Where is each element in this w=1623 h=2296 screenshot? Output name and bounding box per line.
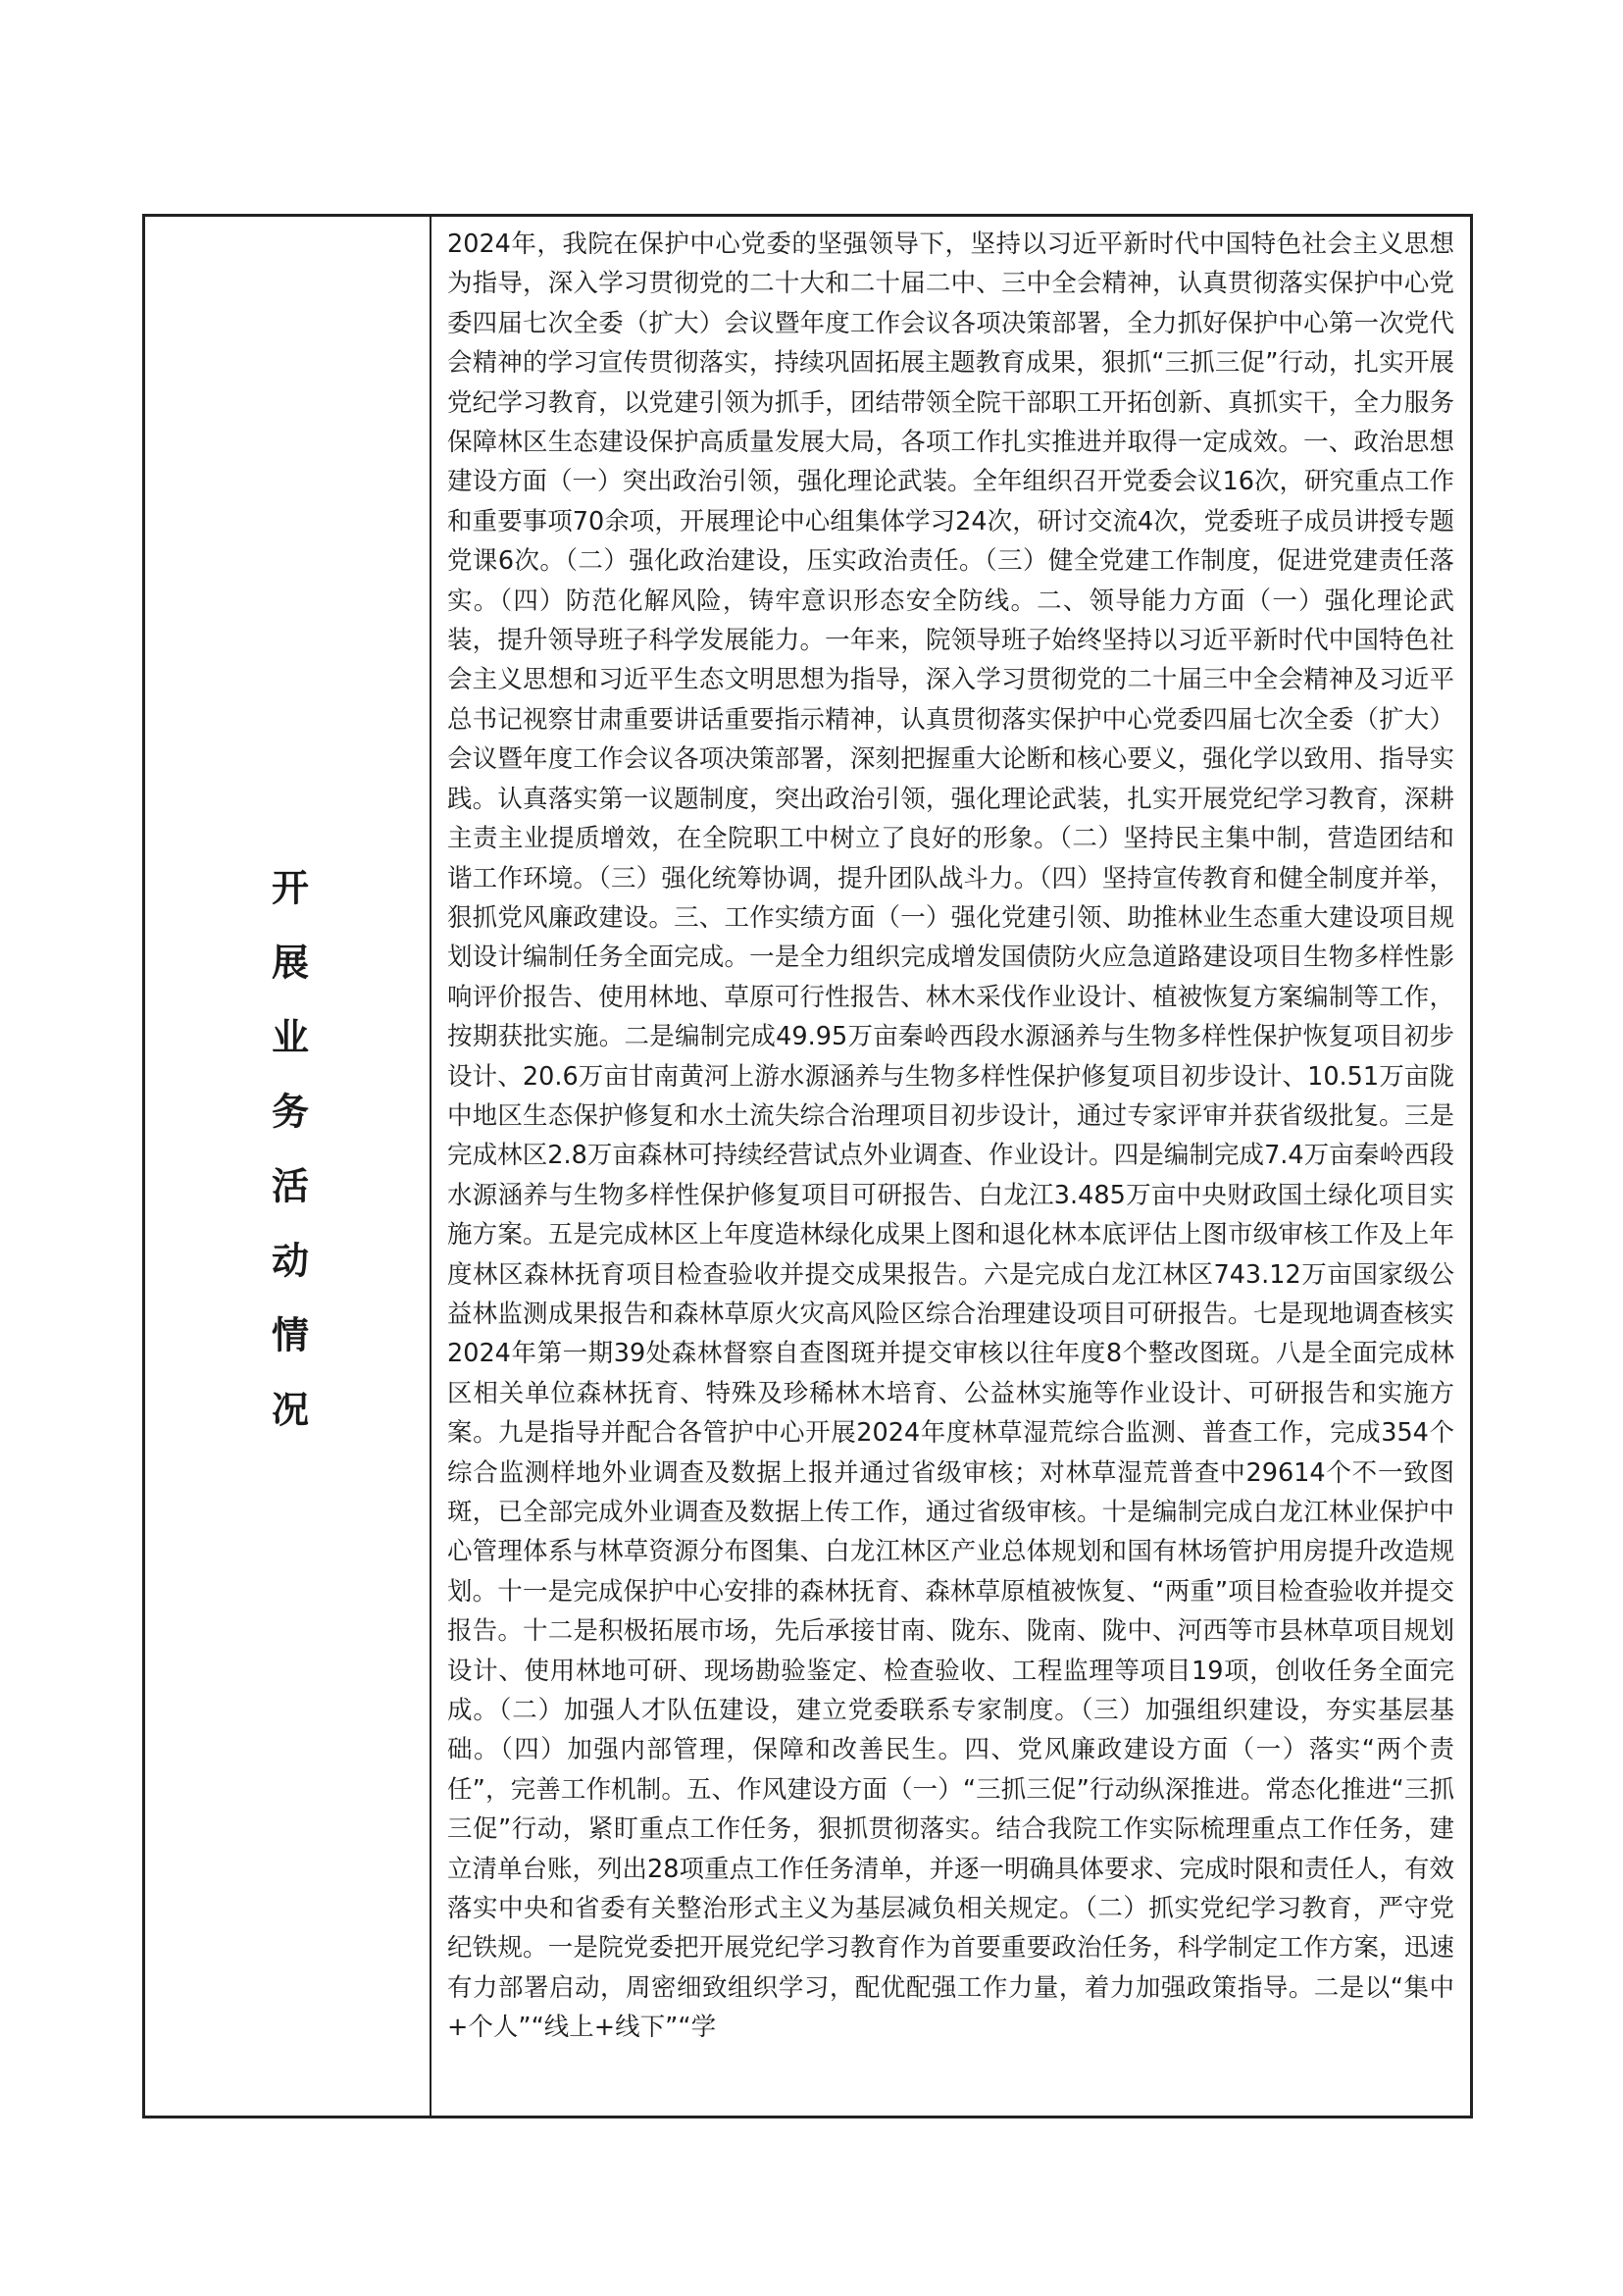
section-content-cell (431, 217, 1470, 2116)
section-label: 开展业务活动情况 (265, 868, 310, 1464)
report-table (142, 214, 1473, 2118)
section-body-text: 2024年，我院在保护中心党委的坚强领导下，坚持以习近平新时代中国特色社会主义思想为指导，深入学习贯彻党的二十大和二十届二中、三中全会精神，认真贯彻落实保护中心党委四届七次全委（扩大）会议暨年度工作会议各项决策部署，全力抓好保护中心第一次党代会精神的学习宣传贯彻落实，持续巩固拓展主题教育成果，狠抓“三抓三促”行动，扎实开展党纪学习教育，以党建引领为抓手，团结带领全院干部职工开拓创新、真抓实干，全力服务保障林区生态建设保护高质量发展大局，各项工作扎实推进并取得一定成效。一、政治思想建设方面（一）突出政治引领，强化理论武装。全年组织召开党委会议16次，研究重点工作和重要事项70余项，开展理论中心组集体学习24次，研讨交流4次，党委班子成员讲授专题党课6次。（二）强化政治建设，压实政治责任。（三）健全党建工作制度，促进党建责任落实。（四）防范化解风险，铸牢意识形态安全防线。二、领导能力方面（一）强化理论武装，提升领导班子科学发展能力。一年来，院领导班子始终坚持以习近平新时代中国特色社会主义思想和习近平生态文明思想为指导，深入学习贯彻党的二十届三中全会精神及习近平总书记视察甘肃重要讲话重要指示精神，认真贯彻落实保护中心党委四届七次全委（扩大）会议暨年度工作会议各项决策部署，深刻把握重大论断和核心要义，强化学以致用、指导实践。认真落实第一议题制度，突出政治引领，强化理论武装，扎实开展党纪学习教育，深耕主责主业提质增效，在全院职工中树立了良好的形象。（二）坚持民主集中制，营造团结和谐工作环境。（三）强化统筹协调，提升团队战斗力。（四）坚持宣传教育和健全制度并举，狠抓党风廉政建设。三、工作实绩方面（一）强化党建引领、助推林业生态重大建设项目规划设计编制任务全面完成。一是全力组织完成增发国债防火应急道路建设项目生物多样性影响评价报告、使用林地、草原可行性报告、林木采伐作业设计、植被恢复方案编制等工作，按期获批实施。二是编制完成49.95万亩秦岭西段水源涵养与生物多样性保护恢复项目初步设计、20.6万亩甘南黄河上游水源涵养与生物多样性保护修复项目初步设计、10.51万亩陇中地区生态保护修复和水土流失综合治理项目初步设计，通过专家评审并获省级批复。三是完成林区2.8万亩森林可持续经营试点外业调查、作业设计。四是编制完成7.4万亩秦岭西段水源涵养与生物多样性保护修复项目可研报告、白龙江3.485万亩中央财政国土绿化项目实施方案。五是完成林区上年度造林绿化成果上图和退化林本底评估上图市级审核工作及上年度林区森林抚育项目检查验收并提交成果报告。六是完成白龙江林区743.12万亩国家级公益林监测成果报告和森林草原火灾高风险区综合治理建设项目可研报告。七是现地调查核实2024年第一期39处森林督察自查图斑并提交审核以往年度8个整改图斑。八是全面完成林区相关单位森林抚育、特殊及珍稀林木培育、公益林实施等作业设计、可研报告和实施方案。九是指导并配合各管护中心开展2024年度林草湿荒综合监测、普查工作，完成354个综合监测样地外业调查及数据上报并通过省级审核；对林草湿荒普查中29614个不一致图斑，已全部完成外业调查及数据上传工作，通过省级审核。十是编制完成白龙江林业保护中心管理体系与林草资源分布图集、白龙江林区产业总体规划和国有林场管护用房提升改造规划。十一是完成保护中心安排的森林抚育、森林草原植被恢复、“两重”项目检查验收并提交报告。十二是积极拓展市场，先后承接甘南、陇东、陇南、陇中、河西等市县林草项目规划设计、使用林地可研、现场勘验鉴定、检查验收、工程监理等项目19项，创收任务全面完成。（二）加强人才队伍建设，建立党委联系专家制度。（三）加强组织建设，夯实基层基础。（四）加强内部管理，保障和改善民生。四、党风廉政建设方面（一）落实“两个责任”，完善工作机制。五、作风建设方面（一）“三抓三促”行动纵深推进。常态化推进“三抓三促”行动，紧盯重点工作任务，狠抓贯彻落实。结合我院工作实际梳理重点工作任务，建立清单台账，列出28项重点工作任务清单，并逐一明确具体要求、完成时限和责任人，有效落实中央和省委有关整治形式主义为基层减负相关规定。（二）抓实党纪学习教育，严守党纪铁规。一是院党委把开展党纪学习教育作为首要重要政治任务，科学制定工作方案，迅速有力部署启动，周密细致组织学习，配优配强工作力量，着力加强政策指导。二是以“集中+个人”“线上+线下”“学 (447, 230, 1454, 2043)
section-label-cell (145, 217, 431, 2116)
